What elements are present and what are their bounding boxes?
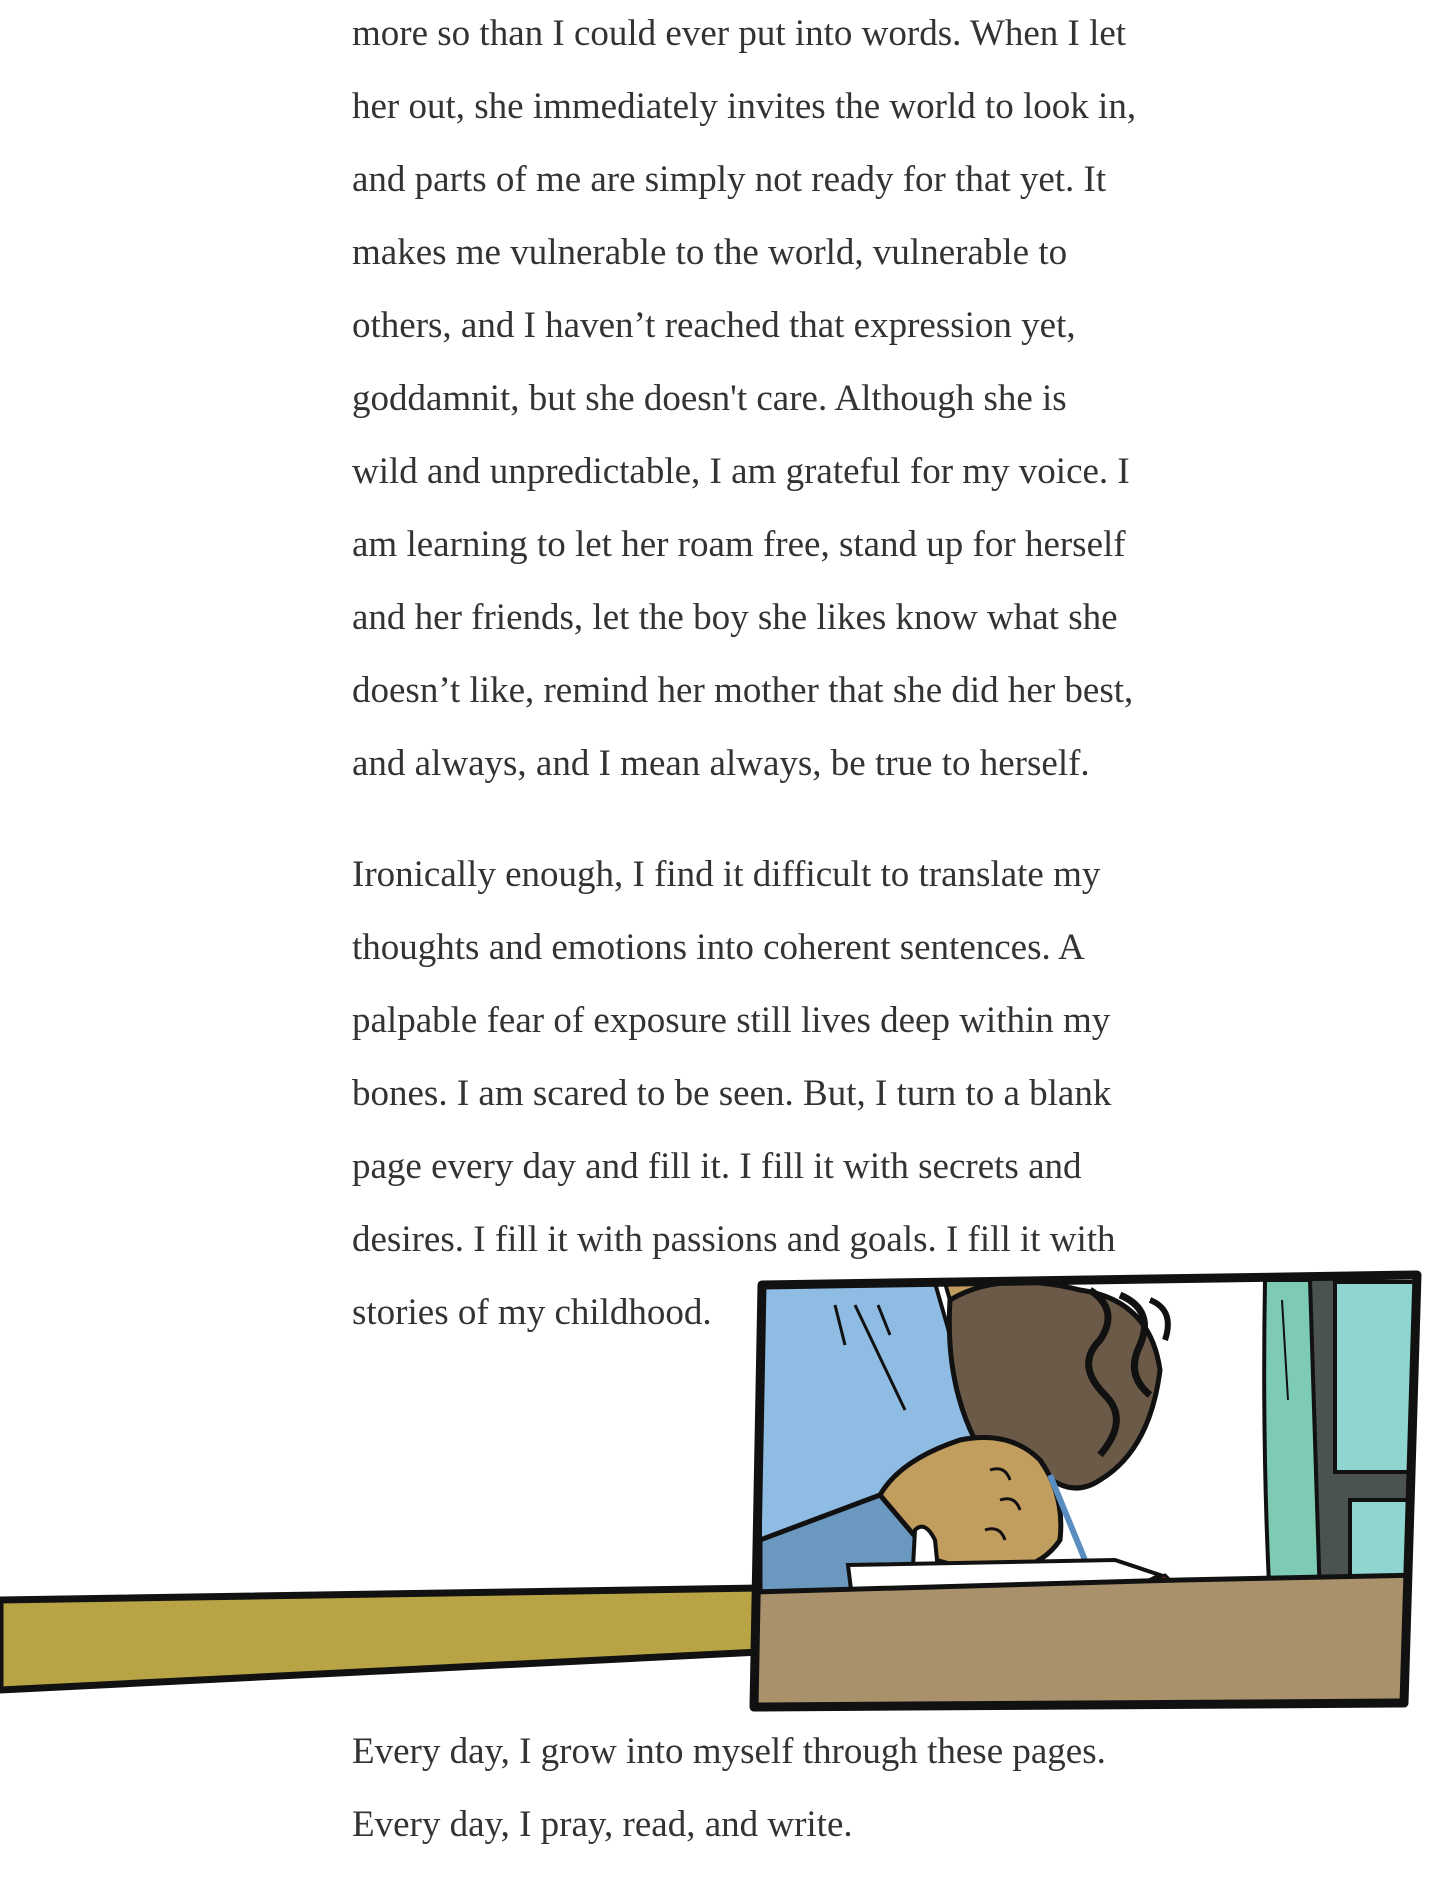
text-line: palpable fear of exposure still lives deep within my (352, 1000, 1111, 1041)
text-line: makes me vulnerable to the world, vulnerable to (352, 232, 1068, 273)
text-line: goddamnit, but she doesn't care. Although she is (352, 378, 1067, 419)
text-line: desires. I fill it with passions and goals. I fill it with (352, 1219, 1116, 1260)
text-line: more so than I could ever put into words. When I let (352, 13, 1127, 54)
text-line: bones. I am scared to be seen. But, I turn to a blank (352, 1073, 1112, 1114)
text-line: others, and I haven’t reached that expression yet, (352, 305, 1076, 346)
text-line: stories of my childhood. (352, 1292, 712, 1333)
desk-band (0, 1588, 760, 1690)
text-line: Every day, I pray, read, and write. (352, 1804, 853, 1845)
comic-panel (740, 1260, 1440, 1720)
text-line: and parts of me are simply not ready for that yet. It (352, 159, 1107, 200)
text-line: wild and unpredictable, I am grateful for my voice. I (352, 451, 1130, 492)
text-line: Every day, I grow into myself through these pages. (352, 1731, 1106, 1772)
paragraph-3 (352, 1715, 1172, 1861)
curtain (1264, 1280, 1320, 1605)
text-line: page every day and fill it. I fill it with secrets and (352, 1146, 1082, 1187)
text-line: thoughts and emotions into coherent sentences. A (352, 927, 1085, 968)
text-line: am learning to let her roam free, stand up for herself (352, 524, 1126, 565)
text-line: doesn’t like, remind her mother that she did her best, (352, 670, 1134, 711)
window-glass (1335, 1282, 1415, 1472)
text-line: and always, and I mean always, be true to herself. (352, 743, 1090, 784)
text-line: her out, she immediately invites the world to look in, (352, 86, 1137, 127)
desk (754, 1575, 1420, 1710)
text-line: and her friends, let the boy she likes know what she (352, 597, 1118, 638)
text-line: Ironically enough, I find it difficult to translate my (352, 854, 1101, 895)
